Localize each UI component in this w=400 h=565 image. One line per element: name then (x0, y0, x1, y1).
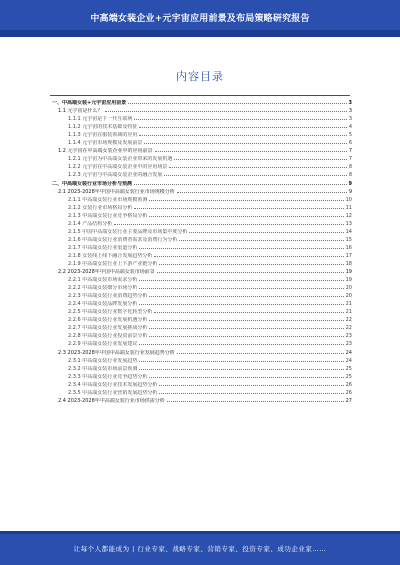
toc-entry-title: 一、中高端女装+元宇宙应用前景 (52, 100, 127, 107)
toc-entry[interactable] (52, 162, 352, 170)
toc-entry-title: 2.1.4 产品结构分析 (68, 220, 113, 227)
toc-entry-page: 24 (345, 357, 352, 364)
toc-entry-page: 13 (345, 220, 352, 227)
toc-entry[interactable] (52, 178, 352, 186)
toc-entry-title: 1.1.3 元宇宙在服装领域的应用 (68, 132, 138, 139)
toc-leader-dots (154, 312, 343, 313)
toc-entry-page: 23 (345, 341, 352, 348)
toc-entry-title: 2.2.2 中高端女装细分市场分析 (68, 285, 138, 292)
toc-entry[interactable] (52, 364, 352, 372)
toc-entry-page: 26 (345, 381, 352, 388)
toc-leader-dots (139, 280, 343, 281)
footer-slogan: 让每个人都能成为 | 行业专家、战略专家、营销专家、投资专家、成功企业家…… (73, 545, 327, 553)
toc-entry[interactable] (52, 315, 352, 323)
toc-entry[interactable] (52, 323, 352, 331)
toc-leader-dots (149, 216, 343, 217)
toc-entry[interactable] (52, 122, 352, 130)
toc-leader-dots (159, 264, 343, 265)
toc-entry-title: 1.2 元宇宙在中高端女装企业中的应用前景 (58, 148, 153, 155)
toc-entry-title: 1.1.1 元宇宙是下一代互联网 (68, 116, 133, 123)
toc-entry[interactable] (52, 347, 352, 355)
toc-leader-dots (134, 184, 347, 185)
header-bar (0, 0, 400, 37)
toc-entry-title: 2.1.2 女装行业市场格局分析 (68, 204, 133, 211)
toc-leader-dots (189, 232, 343, 233)
toc-entry-page: 3 (348, 116, 352, 123)
toc-entry-title: 2.2.3 中高端女装行业消费趋势分析 (68, 293, 148, 300)
toc-leader-dots (177, 353, 344, 354)
toc-entry-page: 8 (348, 164, 352, 171)
toc-entry-page: 25 (345, 365, 352, 372)
toc-entry-page: 25 (345, 373, 352, 380)
toc-leader-dots (139, 361, 343, 362)
toc-entry-page: 3 (348, 108, 352, 115)
toc-leader-dots (155, 151, 347, 152)
toc-leader-dots (105, 111, 347, 112)
toc-entry[interactable] (52, 138, 352, 146)
toc-entry-title: 2.2.4 中高端女装品牌发展分析 (68, 301, 138, 308)
toc-entry-page: 9 (348, 180, 352, 187)
toc-entry-page: 18 (345, 260, 352, 267)
toc-leader-dots (177, 192, 347, 193)
toc-leader-dots (139, 369, 343, 370)
toc-leader-dots (159, 385, 343, 386)
toc-entry-page: 21 (345, 309, 352, 316)
toc-entry-page: 24 (345, 349, 352, 356)
report-title: 中高端女装企业+元宇宙应用前景及布局策略研究报告 (90, 14, 310, 24)
toc-entry-title: 2.2.9 中高端女装行业发展建议 (68, 341, 138, 348)
toc-entry-title: 2.2.5 中高端女装行业数字化转型分析 (68, 309, 153, 316)
toc-entry-page: 20 (345, 285, 352, 292)
toc-entry-page: 7 (348, 156, 352, 163)
toc-entry-title: 2.1.5 中国中高端女装行业主要品牌及市场集中度分析 (68, 228, 188, 235)
toc-entry-page: 3 (348, 100, 352, 107)
toc-entry-page: 27 (345, 397, 352, 404)
toc-entry-page: 20 (345, 293, 352, 300)
toc-entry-title: 2.2.6 中高端女装行业发展机遇分析 (68, 317, 148, 324)
toc-entry-title: 2.3 2023-2028年中国中高端女装行业发展趋势分析 (58, 349, 175, 356)
toc-leader-dots (134, 208, 343, 209)
toc-entry-page: 17 (345, 252, 352, 259)
toc-entry-title: 1.1.4 元宇宙市场规模及发展前景 (68, 140, 143, 147)
toc-entry[interactable] (52, 339, 352, 347)
toc-entry-page: 5 (348, 132, 352, 139)
toc-entry[interactable] (52, 146, 352, 154)
toc-entry-page: 11 (345, 204, 352, 211)
toc-entry-page: 16 (345, 244, 352, 251)
toc-entry[interactable] (52, 130, 352, 138)
toc-entry-page: 19 (345, 269, 352, 276)
toc-entry-title: 2.4 2023-2028年中高端女装行业市场供需分析 (58, 397, 165, 404)
toc-entry-page: 7 (348, 148, 352, 155)
toc-entry[interactable] (52, 372, 352, 380)
toc-leader-dots (128, 103, 346, 104)
toc-entry-title: 1.1 元宇宙是什么？ (58, 108, 103, 115)
toc-entry-title: 2.3.5 中高端女装行业营销发展趋势分析 (68, 389, 158, 396)
toc-entry-page: 10 (345, 196, 352, 203)
toc-leader-dots (159, 393, 343, 394)
toc-entry[interactable] (52, 291, 352, 299)
toc-leader-dots (149, 320, 343, 321)
toc-leader-dots (157, 272, 344, 273)
toc-entry-title: 1.2.1 元宇宙为中高端女装企业带来的发展机遇 (68, 156, 173, 163)
toc-entry-title: 2.1.1 中高端女装行业市场规模预测 (68, 196, 148, 203)
toc-entry-page: 12 (345, 212, 352, 219)
toc-leader-dots (139, 344, 343, 345)
toc-entry-title: 2.3.4 中高端女装行业技术发展趋势分析 (68, 381, 158, 388)
toc-entry-title: 1.2.3 元宇宙与中高端女装企业的融合发展 (68, 172, 163, 179)
toc-leader-dots (149, 328, 343, 329)
toc-leader-dots (167, 401, 344, 402)
header-decoration (0, 30, 400, 37)
toc-leader-dots (139, 304, 343, 305)
toc-entry[interactable] (52, 283, 352, 291)
toc-leader-dots (169, 167, 346, 168)
footer-decoration (0, 531, 400, 534)
toc-entry-title: 2.2.8 中高端女装行业投资前景分析 (68, 333, 148, 340)
toc-entry[interactable] (52, 106, 352, 114)
toc-entry-title: 2.1.8 女装线上线下融合发展趋势分析 (68, 252, 153, 259)
toc-entry-title: 2.1.6 中高端女装行业消费者需求及消费行为分析 (68, 236, 178, 243)
toc-entry[interactable] (52, 154, 352, 162)
toc-leader-dots (139, 135, 346, 136)
toc-entry[interactable] (52, 219, 352, 227)
toc-entry-title: 2.2 2023-2028年中国中高端女装市场前景 (58, 269, 155, 276)
toc-leader-dots (139, 288, 343, 289)
toc-entry-title: 2.3.3 中高端女装行业竞争趋势分析 (68, 373, 148, 380)
toc-entry[interactable] (52, 331, 352, 339)
toc-entry[interactable] (52, 259, 352, 267)
toc-entry[interactable] (52, 275, 352, 283)
toc-leader-dots (149, 296, 343, 297)
toc-entry-title: 2.2.1 中高端女装市场需求分析 (68, 277, 138, 284)
toc-leader-dots (139, 248, 343, 249)
toc-entry-title: 2.1.3 中高端女装行业竞争格局分析 (68, 212, 148, 219)
toc-entry[interactable] (52, 203, 352, 211)
toc-entry-title: 1.1.2 元宇宙的技术基础及特征 (68, 124, 138, 131)
toc-entry[interactable] (52, 243, 352, 251)
toc-entry[interactable] (52, 227, 352, 235)
toc-entry[interactable] (52, 380, 352, 388)
toc-leader-dots (114, 224, 343, 225)
toc-leader-dots (179, 240, 343, 241)
toc-entry-page: 14 (345, 228, 352, 235)
toc-entry-page: 4 (348, 124, 352, 131)
toc-entry[interactable] (52, 170, 352, 178)
toc-entry-page: 22 (345, 325, 352, 332)
toc-leader-dots (174, 159, 346, 160)
toc-entry[interactable] (52, 356, 352, 364)
toc-entry-title: 2.1.7 中高端女装行业渠道分析 (68, 244, 138, 251)
toc-entry[interactable] (52, 307, 352, 315)
toc-entry[interactable] (52, 98, 352, 106)
toc-entry-page: 8 (348, 172, 352, 179)
toc-entry-title: 二、中高端女装行业市场分析与预测 (52, 180, 133, 187)
footer-bar (0, 531, 400, 565)
toc-entry-page: 22 (345, 317, 352, 324)
toc-entry[interactable] (52, 251, 352, 259)
toc-entry[interactable] (52, 299, 352, 307)
toc-entry-title: 2.1 2023-2028年中国中高端女装行业市场规模分析 (58, 188, 175, 195)
toc-entry[interactable] (52, 267, 352, 275)
toc-leader-dots (139, 127, 346, 128)
toc-entry-page: 21 (345, 301, 352, 308)
table-of-contents (52, 98, 352, 404)
toc-entry[interactable] (52, 187, 352, 195)
toc-entry-title: 2.1.9 中高端女装行业上下游产业链分析 (68, 260, 158, 267)
toc-entry-page: 26 (345, 389, 352, 396)
toc-entry-title: 1.2.2 元宇宙在中高端女装企业中的应用场景 (68, 164, 168, 171)
toc-entry[interactable] (52, 396, 352, 404)
toc-entry[interactable] (52, 388, 352, 396)
toc-leader-dots (134, 119, 346, 120)
toc-divider (50, 95, 350, 96)
toc-leader-dots (154, 256, 343, 257)
toc-entry[interactable] (52, 114, 352, 122)
toc-leader-dots (149, 336, 343, 337)
toc-entry-page: 9 (348, 188, 352, 195)
toc-entry[interactable] (52, 235, 352, 243)
toc-entry-title: 2.3.2 中高端女装市场前景预测 (68, 365, 138, 372)
toc-title: 内容目录 (176, 70, 224, 83)
toc-entry-page: 6 (348, 140, 352, 147)
toc-leader-dots (149, 200, 343, 201)
toc-leader-dots (164, 175, 346, 176)
toc-entry[interactable] (52, 195, 352, 203)
toc-entry[interactable] (52, 211, 352, 219)
toc-entry-page: 23 (345, 333, 352, 340)
toc-entry-title: 2.3.1 中高端女装行业发展趋势 (68, 357, 138, 364)
toc-entry-page: 19 (345, 277, 352, 284)
toc-entry-title: 2.2.7 中高端女装行业发展挑战分析 (68, 325, 148, 332)
toc-leader-dots (144, 143, 346, 144)
toc-entry-page: 15 (345, 236, 352, 243)
toc-leader-dots (149, 377, 343, 378)
